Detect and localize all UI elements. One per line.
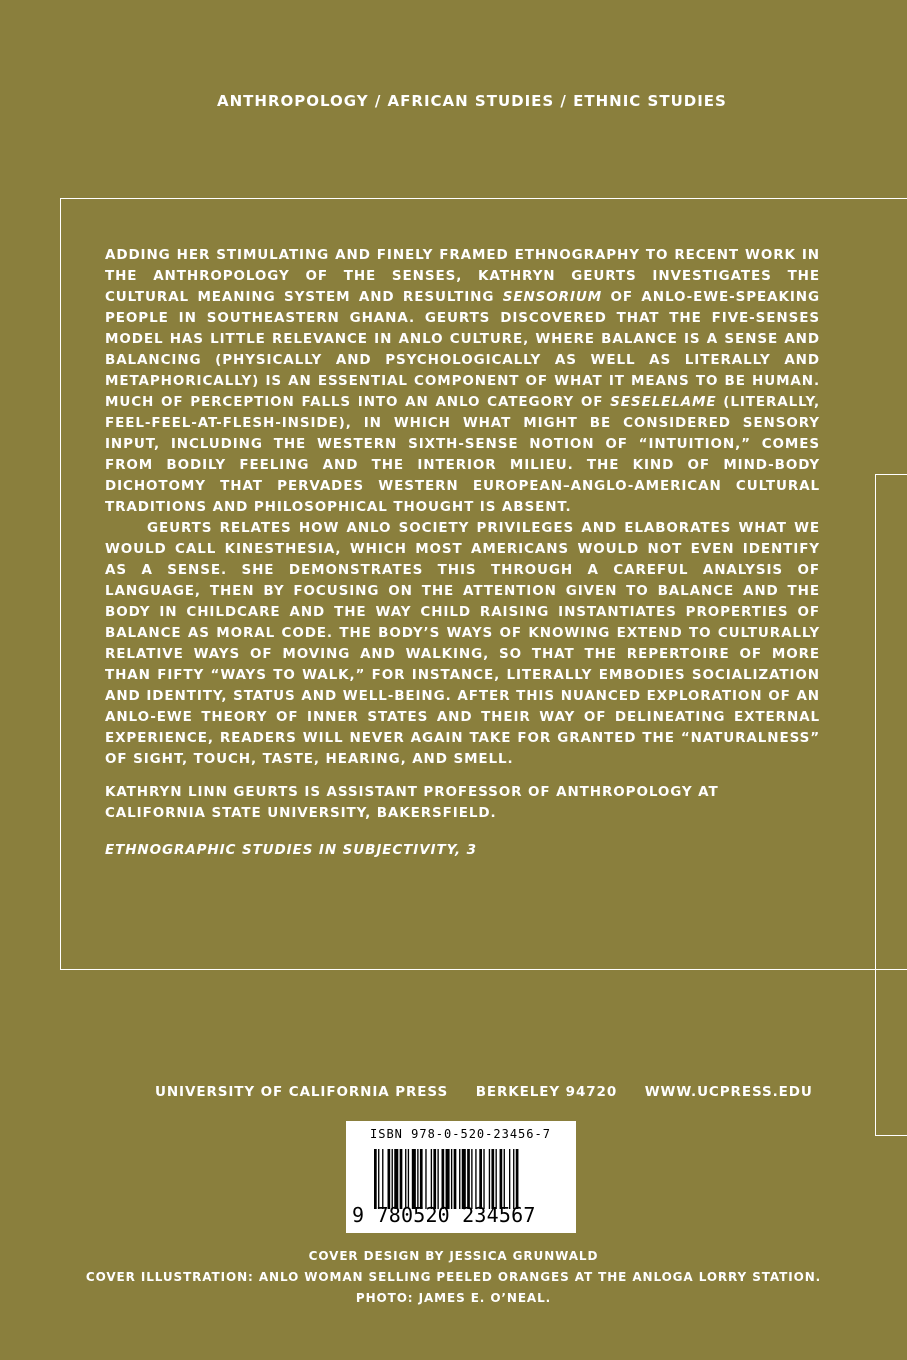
blurb — [105, 245, 820, 861]
series-title: ETHNOGRAPHIC STUDIES IN SUBJECTIVITY, 3 — [105, 842, 477, 858]
barcode-bar — [417, 1149, 418, 1209]
barcode-bar — [446, 1149, 450, 1209]
barcode-bar — [382, 1149, 383, 1209]
cover-design-credit: COVER DESIGN BY JESSICA GRUNWALD — [308, 1249, 599, 1263]
barcode-bar — [442, 1149, 445, 1209]
barcode-bar — [489, 1149, 490, 1209]
barcode-bars — [372, 1149, 572, 1209]
cover-illustration-credit: COVER ILLUSTRATION: ANLO WOMAN SELLING PEELED ORANGES AT THE ANLOGA LORRY STATION. — [85, 1270, 822, 1284]
barcode-bar — [504, 1149, 505, 1209]
barcode-bar — [437, 1149, 438, 1209]
barcode-bar — [491, 1149, 494, 1209]
barcode-bar — [408, 1149, 409, 1209]
barcode-bar — [394, 1149, 398, 1209]
publisher-name: UNIVERSITY OF CALIFORNIA PRESS — [155, 1084, 449, 1100]
barcode-bar — [516, 1149, 519, 1209]
barcode-bar — [496, 1149, 497, 1209]
barcode-bar — [454, 1149, 457, 1209]
barcode-bar — [433, 1149, 436, 1209]
barcode-bar — [425, 1149, 426, 1209]
term-sensorium: SENSORIUM — [502, 289, 603, 305]
barcode-bar — [388, 1149, 391, 1209]
isbn-label: ISBN 978-0-520-23456-7 — [370, 1127, 551, 1141]
blurb-paragraph-2: GEURTS RELATES HOW ANLO SOCIETY PRIVILEGES AND ELABORATES WHAT WE WOULD CALL KINESTHESIA, WHICH MOST AMERICANS WOULD NOT EVEN IDENTIFY AS A SENSE. SHE DEMONSTRATES THIS THROUGH A CAREFUL ANALYSIS OF LANGUAGE, THEN BY FOCUSING ON THE ATTENTION GIVEN TO BALANCE AND THE BODY IN CHILDCARE AND THE WAY CHILD RAISING INSTANTIATES PROPERTIES OF BALANCE AS MORAL CODE. THE BODY’S WAYS OF KNOWING EXTEND TO CULTURALLY RELATIVE WAYS OF MOVING AND WALKING, SO THAT THE REPERTOIRE OF MORE THAN FIFTY “WAYS TO WALK,” FOR INSTANCE, LITERALLY EMBODIES SOCIALIZATION AND IDENTITY, STATUS AND WELL-BEING. AFTER THIS NUANCED EXPLORATION OF AN ANLO-EWE THEORY OF INNER STATES AND THEIR WAY OF DELINEATING EXTERNAL EXPERIENCE, READERS WILL NEVER AGAIN TAKE FOR GRANTED THE “NATURALNESS” OF SIGHT, TOUCH, TASTE, HEARING, AND SMELL. — [105, 520, 820, 767]
publisher-line — [155, 1084, 835, 1100]
barcode-bar — [378, 1149, 379, 1209]
barcode-bar — [412, 1149, 416, 1209]
barcode-bar — [392, 1149, 393, 1209]
barcode-bar — [405, 1149, 406, 1209]
term-seselelame: SESELELAME — [610, 394, 717, 410]
publisher-url: WWW.UCPRESS.EDU — [644, 1084, 813, 1100]
barcode-bar — [471, 1149, 472, 1209]
blurb-text: (LITERALLY, FEEL-FEEL-AT-FLESH-INSIDE), IN WHICH WHAT MIGHT BE CONSIDERED SENSORY INPUT, INCLUDING THE WESTERN SIXTH-SENSE NOTION OF “INTUITION,” COMES FROM BODILY FEELING AND THE INTERIOR MILIEU. THE KIND OF MIND-BODY DICHOTOMY THAT PERVADES WESTERN EUROPEAN–ANGLO-AMERICAN CULTURAL TRADITIONS AND PHILOSOPHICAL THOUGHT IS ABSENT. — [105, 394, 820, 515]
barcode-bar — [483, 1149, 484, 1209]
barcode-bar — [500, 1149, 503, 1209]
category-heading: ANTHROPOLOGY / AFRICAN STUDIES / ETHNIC STUDIES — [217, 92, 727, 110]
barcode-bar — [462, 1149, 466, 1209]
blurb-text: ADDING HER STIMULATING AND FINELY FRAMED ETHNOGRAPHY TO RECENT WORK IN THE ANTHROPOLOGY OF THE SENSES, KATHRYN GEURTS INVESTIGATES THE CULTURAL MEANING SYSTEM AND RESULTING — [105, 247, 820, 305]
barcode-bar — [459, 1149, 460, 1209]
barcode-bar — [451, 1149, 452, 1209]
barcode-bar — [513, 1149, 514, 1209]
barcode-bar — [420, 1149, 423, 1209]
spine-fold-mark — [875, 474, 907, 1136]
barcode-bar — [479, 1149, 482, 1209]
author-bio: KATHRYN LINN GEURTS IS ASSISTANT PROFESSOR OF ANTHROPOLOGY AT CALIFORNIA STATE UNIVERSITY, BAKERSFIELD. — [105, 784, 719, 821]
barcode-bar — [467, 1149, 470, 1209]
photo-credit: PHOTO: JAMES E. O’NEAL. — [355, 1291, 552, 1305]
barcode-bar — [431, 1149, 432, 1209]
barcode-bar — [509, 1149, 510, 1209]
cover-credits — [0, 1246, 907, 1309]
barcode — [346, 1121, 576, 1233]
barcode-number: 9 780520 234567 — [352, 1203, 536, 1227]
blurb-paragraph-1 — [105, 245, 820, 518]
barcode-bar — [475, 1149, 476, 1209]
blurb-text: OF ANLO-EWE-SPEAKING PEOPLE IN SOUTHEASTERN GHANA. GEURTS DISCOVERED THAT THE FIVE-SENSES MODEL HAS LITTLE RELEVANCE IN ANLO CULTURE, WHERE BALANCE IS A SENSE AND BALANCING (PHYSICALLY AND PSYCHOLOGICALLY AS WELL AS LITERALLY AND METAPHORICALLY) IS AN ESSENTIAL COMPONENT OF WHAT IT MEANS TO BE HUMAN. MUCH OF PERCEPTION FALLS INTO AN ANLO CATEGORY OF — [105, 289, 820, 410]
barcode-bar — [400, 1149, 403, 1209]
barcode-bar — [374, 1149, 377, 1209]
publisher-city: BERKELEY 94720 — [475, 1084, 618, 1100]
